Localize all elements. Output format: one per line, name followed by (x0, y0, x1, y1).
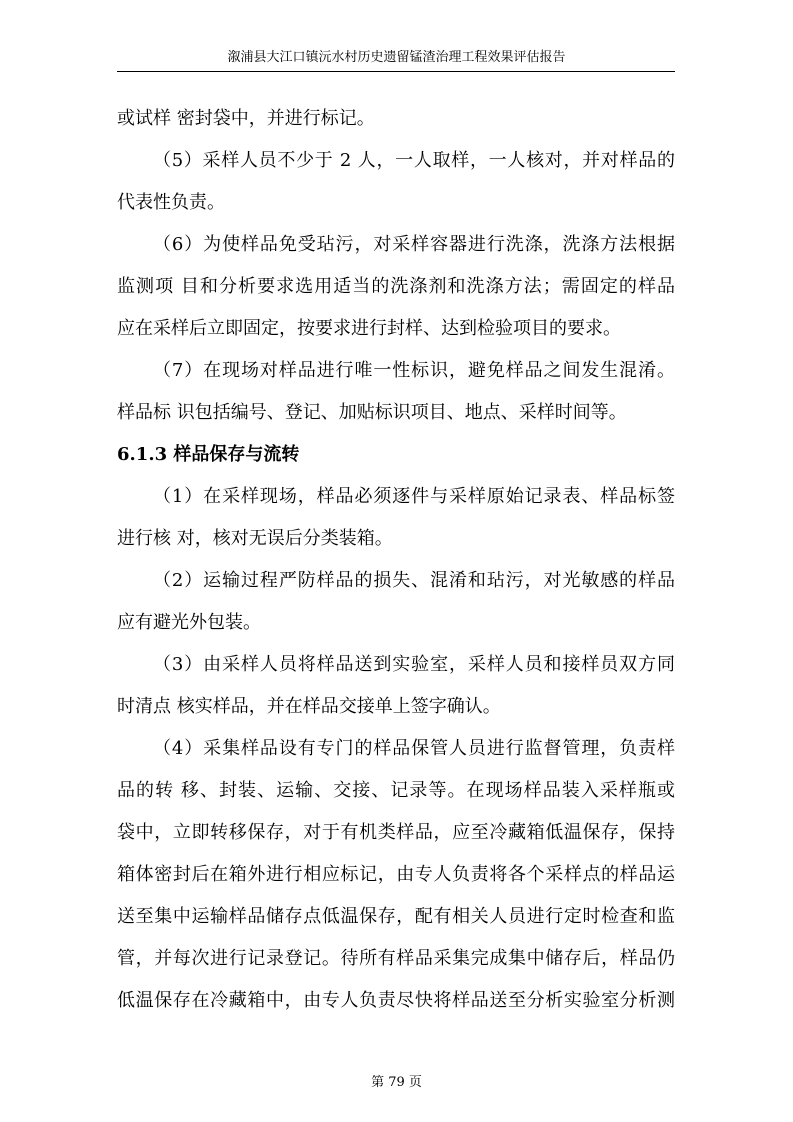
body-text-line: （4）采集样品设有专门的样品保管人员进行监督管理，负责样 (153, 738, 675, 759)
body-text-line: （5）采样人员不少于 2 人，一人取样，一人核对，并对样品的 (153, 150, 675, 171)
page-number: 第 79 页 (371, 1075, 422, 1090)
body-text-line: 或试样 密封袋中，并进行标记。 (117, 108, 375, 129)
body-text-line: 箱体密封后在箱外进行相应标记，由专人负责将各个采样点的样品运 (117, 864, 675, 885)
body-text-line: 管，并每次进行记录登记。待所有样品采集完成集中储存后，样品仍 (117, 948, 675, 969)
body-text-line: 应在采样后立即固定，按要求进行封样、达到检验项目的要求。 (117, 318, 621, 339)
body-text-line: （1）在采样现场，样品必须逐件与采样原始记录表、样品标签 (153, 486, 675, 507)
body-text-line: 应有避光外包装。 (117, 612, 261, 633)
body-text-line: 袋中，立即转移保存，对于有机类样品，应至冷藏箱低温保存，保持 (117, 822, 675, 843)
body-text-line: （6）为使样品免受玷污，对采样容器进行洗涤，洗涤方法根据 (153, 234, 675, 255)
page-header-title: 溆浦县大江口镇沅水村历史遗留锰渣治理工程效果评估报告 (227, 50, 566, 65)
body-text-line: 监测项 目和分析要求选用适当的洗涤剂和洗涤方法；需固定的样品 (117, 276, 675, 297)
section-heading: 6.1.3 样品保存与流转 (117, 444, 300, 465)
body-text-line: 样品标 识包括编号、登记、加贴标识项目、地点、采样时间等。 (117, 402, 627, 423)
body-text-line: 代表性负责。 (117, 192, 225, 213)
body-text-line: （7）在现场对样品进行唯一性标识，避免样品之间发生混淆。 (153, 360, 675, 381)
page-body (117, 98, 675, 1022)
body-text-line: （2）运输过程严防样品的损失、混淆和玷污，对光敏感的样品 (153, 570, 675, 591)
body-text-line: （3）由采样人员将样品送到实验室，采样人员和接样员双方同 (153, 654, 675, 675)
header-divider (117, 71, 675, 72)
body-text-line: 低温保存在冷藏箱中，由专人负责尽快将样品送至分析实验室分析测 (117, 990, 675, 1011)
body-text-line: 进行核 对，核对无误后分类装箱。 (117, 528, 393, 549)
body-text-line: 品的转 移、封装、运输、交接、记录等。在现场样品装入采样瓶或 (117, 780, 675, 801)
body-text-line: 时清点 核实样品，并在样品交接单上签字确认。 (117, 696, 501, 717)
body-text-line: 送至集中运输样品储存点低温保存，配有相关人员进行定时检查和监 (117, 906, 675, 927)
